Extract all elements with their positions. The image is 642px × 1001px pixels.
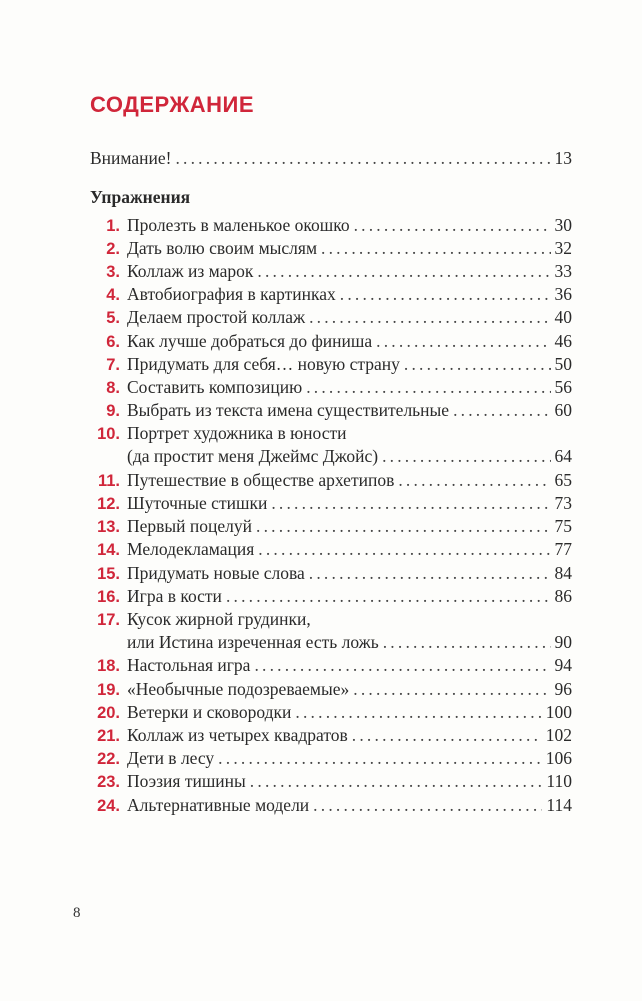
toc-entry[interactable] xyxy=(90,608,572,630)
dot-leader xyxy=(398,469,550,491)
dot-leader xyxy=(376,330,550,352)
entry-number: 18. xyxy=(97,657,120,675)
entry-number: 9. xyxy=(106,402,120,420)
entry-page: 96 xyxy=(554,679,572,699)
entry-title: «Необычные подозреваемые» xyxy=(127,679,350,699)
entry-title: Шуточные стишки xyxy=(127,493,268,513)
toc-entry[interactable] xyxy=(90,353,572,375)
entry-number: 4. xyxy=(106,286,120,304)
dot-leader xyxy=(250,770,543,792)
entry-page: 36 xyxy=(554,284,572,304)
entry-page: 84 xyxy=(554,563,572,583)
entry-title-continuation: (да простит меня Джеймс Джойс) xyxy=(127,446,379,466)
entry-page: 90 xyxy=(554,632,572,652)
entry-page: 64 xyxy=(554,446,572,466)
entry-page: 46 xyxy=(554,331,572,351)
toc-entry[interactable] xyxy=(90,515,572,537)
entry-title: Автобиография в картинках xyxy=(127,284,336,304)
dot-leader xyxy=(321,237,550,259)
entry-page: 75 xyxy=(554,516,572,536)
dot-leader xyxy=(309,306,550,328)
entry-page: 114 xyxy=(546,795,572,815)
dot-leader xyxy=(306,376,550,398)
entry-number: 6. xyxy=(106,333,120,351)
entry-title: Придумать новые слова xyxy=(127,563,305,583)
entry-page: 50 xyxy=(554,354,572,374)
toc-entry[interactable] xyxy=(90,469,572,491)
entry-title: Коллаж из марок xyxy=(127,261,254,281)
entry-number: 19. xyxy=(97,681,120,699)
entry-title: Придумать для себя… новую страну xyxy=(127,354,400,374)
toc-entry[interactable] xyxy=(90,562,572,584)
entry-number: 17. xyxy=(97,611,120,629)
entry-page: 56 xyxy=(554,377,572,397)
entry-title: Выбрать из текста имена существительные xyxy=(127,400,450,420)
dot-leader xyxy=(453,399,550,421)
toc-entry[interactable] xyxy=(90,538,572,560)
toc-entry[interactable] xyxy=(90,747,572,769)
entry-page: 60 xyxy=(554,400,572,420)
toc-entry[interactable] xyxy=(90,724,572,746)
toc-entry[interactable] xyxy=(90,237,572,259)
dot-leader xyxy=(313,794,542,816)
entry-number: 3. xyxy=(106,263,120,281)
entry-page: 30 xyxy=(554,215,572,235)
entry-page: 77 xyxy=(554,539,572,559)
entry-number: 15. xyxy=(97,565,120,583)
entry-number: 24. xyxy=(97,797,120,815)
entry-title: Дети в лесу xyxy=(127,748,215,768)
dot-leader xyxy=(258,538,550,560)
entry-number: 16. xyxy=(97,588,120,606)
dot-leader xyxy=(404,353,551,375)
entry-page: 65 xyxy=(554,470,572,490)
entry-number: 7. xyxy=(106,356,120,374)
entry-number: 20. xyxy=(97,704,120,722)
entry-page: 33 xyxy=(554,261,572,281)
entry-number: 23. xyxy=(97,773,120,791)
entry-title: Составить композицию xyxy=(127,377,303,397)
page-title: СОДЕРЖАНИЕ xyxy=(90,92,255,117)
entry-number: 12. xyxy=(97,495,120,513)
entry-page: 73 xyxy=(554,493,572,513)
entry-page: 106 xyxy=(545,748,572,768)
toc-entry-continuation[interactable] xyxy=(90,445,572,467)
entry-number: 5. xyxy=(106,309,120,327)
toc-entry[interactable] xyxy=(90,492,572,514)
entry-page: 102 xyxy=(545,725,572,745)
entry-title: Ветерки и сковородки xyxy=(127,702,292,722)
entry-title: Кусок жирной грудинки, xyxy=(127,609,311,629)
entry-page: 86 xyxy=(554,586,572,606)
entry-page: 100 xyxy=(545,702,572,722)
entry-number: 10. xyxy=(97,425,120,443)
entry-number: 8. xyxy=(106,379,120,397)
dot-leader xyxy=(218,747,542,769)
entry-title: Как лучше добраться до финиша xyxy=(127,331,373,351)
toc-entry[interactable] xyxy=(90,701,572,723)
toc-entry[interactable] xyxy=(90,678,572,700)
toc-entry[interactable] xyxy=(90,585,572,607)
entry-page: 110 xyxy=(546,771,572,791)
entry-title: Альтернативные модели xyxy=(127,795,310,815)
dot-leader xyxy=(226,585,551,607)
toc-entry[interactable] xyxy=(90,283,572,305)
entry-title: Коллаж из четырех квадратов xyxy=(127,725,348,745)
dot-leader xyxy=(257,260,550,282)
dot-leader xyxy=(256,515,550,537)
entry-title: Внимание! xyxy=(90,148,172,168)
dot-leader xyxy=(309,562,551,584)
entry-number: 21. xyxy=(97,727,120,745)
entry-title: Дать волю своим мыслям xyxy=(127,238,318,258)
entry-title: Мелодекламация xyxy=(127,539,255,559)
page-number: 8 xyxy=(73,905,81,921)
entry-page: 40 xyxy=(554,307,572,327)
entry-number: 2. xyxy=(106,240,120,258)
entry-number: 14. xyxy=(97,541,120,559)
entry-title: Первый поцелуй xyxy=(127,516,253,536)
entry-number: 1. xyxy=(106,217,120,235)
entry-page: 32 xyxy=(554,238,572,258)
entry-title-continuation: или Истина изреченная есть ложь xyxy=(127,632,379,652)
toc-entry[interactable] xyxy=(90,376,572,398)
toc-entry[interactable] xyxy=(90,654,572,676)
dot-leader xyxy=(295,701,541,723)
dot-leader xyxy=(271,492,550,514)
dot-leader xyxy=(382,445,550,467)
toc-entry[interactable] xyxy=(90,422,572,444)
entry-page: 13 xyxy=(554,148,572,168)
toc-entry-intro[interactable] xyxy=(90,147,572,169)
entry-title: Делаем простой коллаж xyxy=(127,307,306,327)
toc-entry[interactable] xyxy=(90,399,572,421)
toc-entry[interactable] xyxy=(90,330,572,352)
dot-leader xyxy=(254,654,550,676)
toc-entry[interactable] xyxy=(90,306,572,328)
entry-title: Игра в кости xyxy=(127,586,222,606)
entry-title: Путешествие в обществе архетипов xyxy=(127,470,395,490)
dot-leader xyxy=(354,214,551,236)
dot-leader xyxy=(383,631,551,653)
entry-title: Пролезть в маленькое окошко xyxy=(127,215,350,235)
toc-entry[interactable] xyxy=(90,770,572,792)
section-heading: Упражнения xyxy=(90,187,191,207)
toc-entry[interactable] xyxy=(90,260,572,282)
entry-title: Поэзия тишины xyxy=(127,771,246,791)
toc-entry[interactable] xyxy=(90,794,572,816)
dot-leader xyxy=(352,724,542,746)
dot-leader xyxy=(340,283,551,305)
toc-entry[interactable] xyxy=(90,214,572,236)
entry-title: Настольная игра xyxy=(127,655,251,675)
entry-number: 22. xyxy=(97,750,120,768)
entry-title: Портрет художника в юности xyxy=(127,423,347,443)
entry-number: 13. xyxy=(97,518,120,536)
toc-entry-continuation[interactable] xyxy=(90,631,572,653)
dot-leader xyxy=(353,678,550,700)
entry-page: 94 xyxy=(554,655,572,675)
entry-number: 11. xyxy=(97,472,120,490)
dot-leader xyxy=(175,147,550,169)
